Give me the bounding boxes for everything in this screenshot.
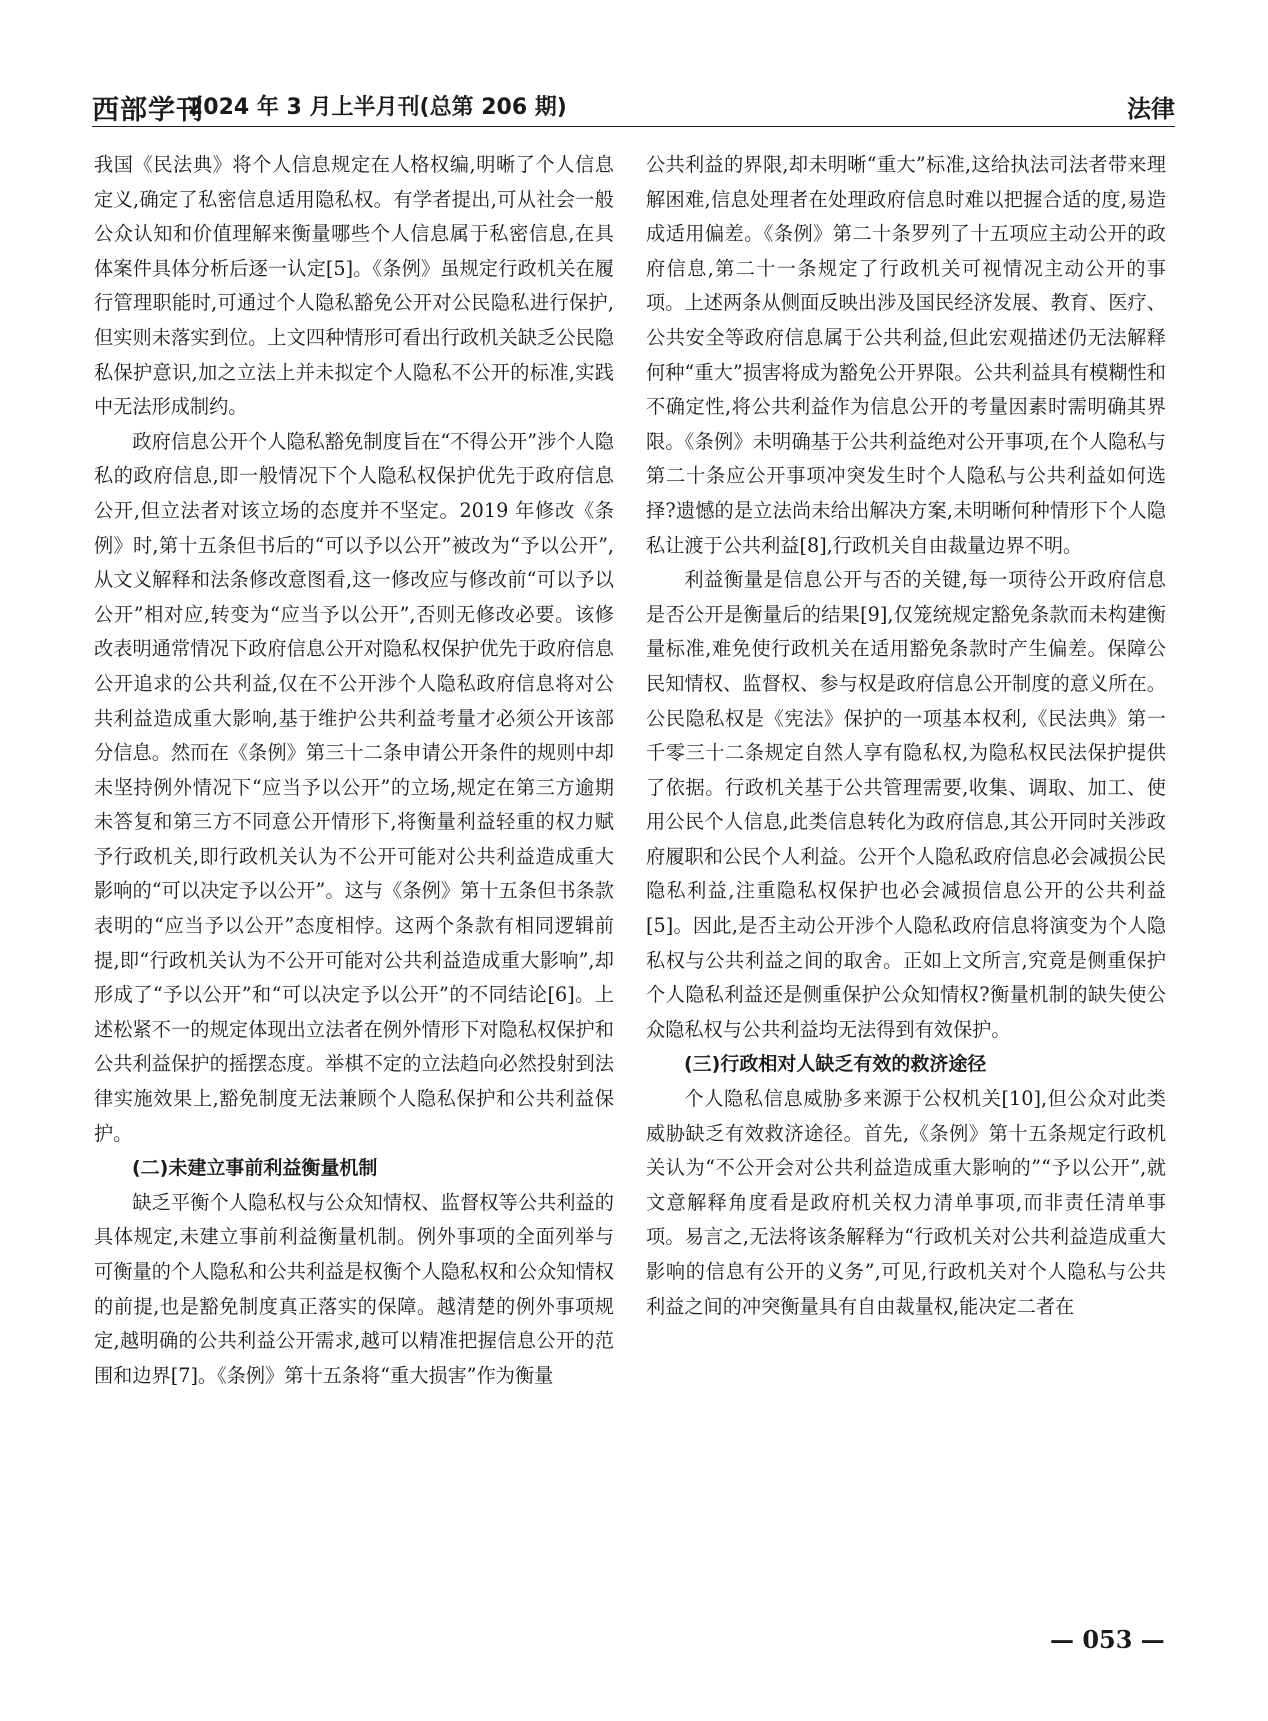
left-column <box>94 148 614 1393</box>
paragraph: 我国《民法典》将个人信息规定在人格权编,明晰了个人信息定义,确定了私密信息适用隐私权。有学者提出,可从社会一般公众认知和价值理解来衡量哪些个人信息属于私密信息,在具体案件具体分析后逐一认定[5]。《条例》虽规定行政机关在履行管理职能时,可通过个人隐私豁免公开对公民隐私进行保护,但实则未落实到位。上文四种情形可看出行政机关缺乏公民隐私保护意识,加之立法上并未拟定个人隐私不公开的标准,实践中无法形成制约。 <box>94 153 614 419</box>
right-column <box>646 148 1166 1324</box>
paragraph: 个人隐私信息威胁多来源于公权机关[10],但公众对此类威胁缺乏有效救济途径。首先,《条例》第十五条规定行政机关认为“不公开会对公共利益造成重大影响的”“予以公开”,就文意解释角度看是政府机关权力清单事项,而非责任清单事项。易言之,无法将该条解释为“行政机关对公共利益造成重大影响的信息有公开的义务”,可见,行政机关对个人隐私与公共利益之间的冲突衡量具有自由裁量权,能决定二者在 <box>646 1087 1166 1318</box>
section-label: 法律 <box>1127 95 1175 123</box>
paragraph: 利益衡量是信息公开与否的关键,每一项待公开政府信息是否公开是衡量后的结果[9],仅笼统规定豁免条款而未构建衡量标准,难免使行政机关在适用豁免条款时产生偏差。保障公民知情权、监督权、参与权是政府信息公开制度的意义所在。公民隐私权是《宪法》保护的一项基本权利,《民法典》第一千零三十二条规定自然人享有隐私权,为隐私权民法保护提供了依据。行政机关基于公共管理需要,收集、调取、加工、使用公民个人信息,此类信息转化为政府信息,其公开同时关涉政府履职和公民个人利益。公开个人隐私政府信息必会减损公民隐私利益,注重隐私权保护也必会减损信息公开的公共利益[5]。因此,是否主动公开涉个人隐私政府信息将演变为个人隐私权与公共利益之间的取舍。正如上文所言,究竟是侧重保护个人隐私利益还是侧重保护公众知情权?衡量机制的缺失使公众隐私权与公共利益均无法得到有效保护。 <box>646 568 1166 1041</box>
paragraph: 政府信息公开个人隐私豁免制度旨在“不得公开”涉个人隐私的政府信息,即一般情况下个人隐私权保护优先于政府信息公开,但立法者对该立场的态度并不坚定。2019 年修改《条例》时,第十五条但书后的“可以予以公开”被改为“予以公开”,从文义解释和法条修改意图看,这一修改应与修改前“可以予以公开”相对应,转变为“应当予以公开”,否则无修改必要。该修改表明通常情况下政府信息公开对隐私权保护优先于政府信息公开追求的公共利益,仅在不公开涉个人隐私政府信息将对公共利益造成重大影响,基于维护公共利益考量才必须公开该部分信息。然而在《条例》第三十二条申请公开条件的规则中却未坚持例外情况下“应当予以公开”的立场,规定在第三方逾期未答复和第三方不同意公开情形下,将衡量利益轻重的权力赋予行政机关,即行政机关认为不公开可能对公共利益造成重大影响的“可以决定予以公开”。这与《条例》第十五条但书条款表明的“应当予以公开”态度相悖。这两个条款有相同逻辑前提,即“行政机关认为不公开可能对公共利益造成重大影响”,却形成了“予以公开”和“可以决定予以公开”的不同结论[6]。上述松紧不一的规定体现出立法者在例外情形下对隐私权保护和公共利益保护的摇摆态度。举棋不定的立法趋向必然投射到法律实施效果上,豁免制度无法兼顾个人隐私保护和公共利益保护。 <box>94 429 614 1145</box>
section-heading: (二)未建立事前利益衡量机制 <box>132 1157 378 1180</box>
issue-info: 2024 年 3 月上半月刊(总第 206 期) <box>188 95 567 120</box>
paragraph: 缺乏平衡个人隐私权与公众知情权、监督权等公共利益的具体规定,未建立事前利益衡量机制。例外事项的全面列举与可衡量的个人隐私和公共利益是权衡个人隐私权和公众知情权的前提,也是豁免制度真正落实的保障。越清楚的例外事项规定,越明确的公共利益公开需求,越可以精准把握信息公开的范围和边界[7]。《条例》第十五条将“重大损害”作为衡量 <box>94 1190 614 1387</box>
page-header <box>92 82 1175 126</box>
journal-name: 西部学刊 <box>92 95 204 126</box>
page-number: — 053 — <box>1050 1625 1165 1654</box>
header-rule <box>92 126 1175 127</box>
paragraph: 公共利益的界限,却未明晰“重大”标准,这给执法司法者带来理解困难,信息处理者在处理政府信息时难以把握合适的度,易造成适用偏差。《条例》第二十条罗列了十五项应主动公开的政府信息,第二十一条规定了行政机关可视情况主动公开的事项。上述两条从侧面反映出涉及国民经济发展、教育、医疗、公共安全等政府信息属于公共利益,但此宏观描述仍无法解释何种“重大”损害将成为豁免公开界限。公共利益具有模糊性和不确定性,将公共利益作为信息公开的考量因素时需明确其界限。《条例》未明确基于公共利益绝对公开事项,在个人隐私与第二十条应公开事项冲突发生时个人隐私与公共利益如何选择?遗憾的是立法尚未给出解决方案,未明晰何种情形下个人隐私让渡于公共利益[8],行政机关自由裁量边界不明。 <box>646 153 1166 557</box>
section-heading: (三)行政相对人缺乏有效的救济途径 <box>684 1053 987 1076</box>
